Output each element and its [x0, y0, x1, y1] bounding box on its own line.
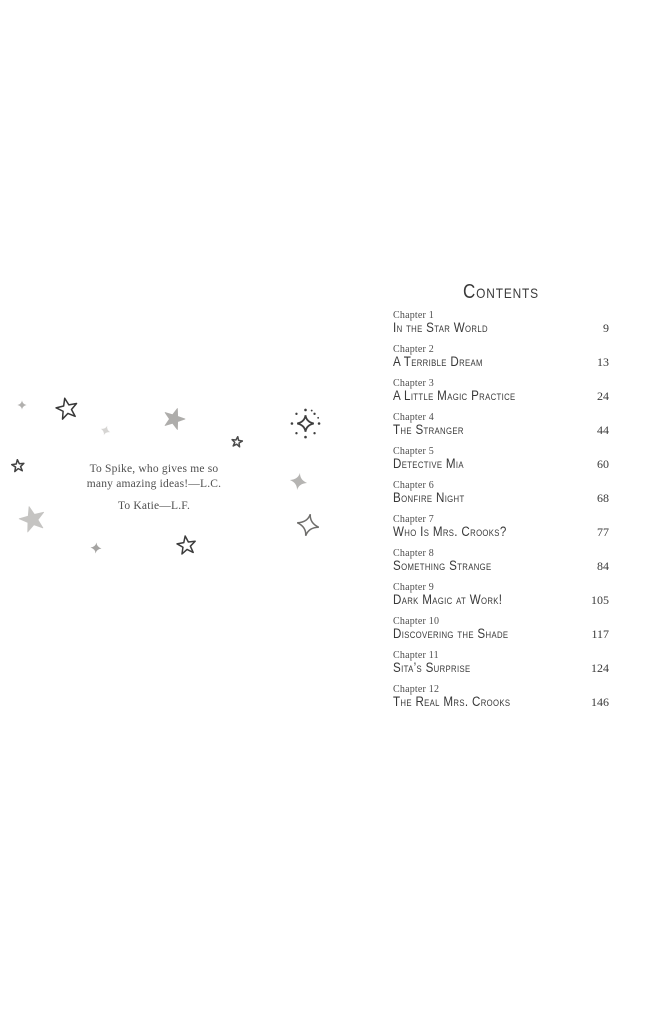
chapter-label: Chapter 10: [393, 616, 440, 627]
chapter-title: Sita’s Surprise: [393, 660, 471, 675]
chapter-title: Discovering the Shade: [393, 626, 509, 641]
chapter-entry: [393, 515, 609, 539]
chapter-page-number: 9: [603, 321, 609, 335]
chapter-label: Chapter 4: [393, 412, 434, 423]
chapter-entry: [393, 685, 609, 709]
chapter-label: Chapter 2: [393, 344, 434, 355]
star-small-outline-left-icon: [10, 458, 25, 473]
chapter-page-number: 77: [597, 525, 609, 539]
chapter-entry: [393, 379, 609, 403]
chapter-row: [393, 355, 609, 369]
chapter-row: [393, 389, 609, 403]
chapter-label: Chapter 9: [393, 582, 434, 593]
star-faint-small-icon: [98, 423, 112, 437]
chapter-label: Chapter 5: [393, 446, 434, 457]
chapter-page-number: 68: [597, 491, 609, 505]
chapter-list: [393, 311, 609, 709]
chapter-label: Chapter 1: [393, 310, 434, 321]
chapter-row: [393, 321, 609, 335]
chapter-row: [393, 661, 609, 675]
chapter-entry: [393, 617, 609, 641]
chapter-title: Bonfire Night: [393, 490, 465, 505]
chapter-label: Chapter 3: [393, 378, 434, 389]
chapter-row: [393, 695, 609, 709]
chapter-row: [393, 627, 609, 641]
chapter-label: Chapter 11: [393, 650, 439, 661]
chapter-title: A Terrible Dream: [393, 354, 483, 369]
chapter-entry: [393, 583, 609, 607]
chapter-entry: [393, 481, 609, 505]
chapter-page-number: 124: [591, 661, 609, 675]
chapter-title: The Real Mrs. Crooks: [393, 694, 511, 709]
chapter-row: [393, 559, 609, 573]
dedication: [48, 462, 260, 514]
chapter-entry: [393, 447, 609, 471]
chapter-entry: [393, 549, 609, 573]
contents-section: [393, 281, 609, 719]
chapter-page-number: 44: [597, 423, 609, 437]
chapter-page-number: 117: [591, 627, 609, 641]
star-outline-bottom-icon: [175, 534, 199, 558]
chapter-label: Chapter 8: [393, 548, 434, 559]
chapter-page-number: 13: [597, 355, 609, 369]
chapter-entry: [393, 413, 609, 437]
chapter-title: A Little Magic Practice: [393, 388, 516, 403]
dedication-line-3: To Katie—L.F.: [117, 500, 191, 512]
chapter-row: [393, 491, 609, 505]
chapter-title: Who Is Mrs. Crooks?: [393, 524, 507, 539]
chapter-title: Dark Magic at Work!: [393, 592, 503, 607]
chapter-label: Chapter 12: [393, 684, 440, 695]
chapter-title: Something Strange: [393, 558, 492, 573]
chapter-title: Detective Mia: [393, 456, 464, 471]
chapter-label: Chapter 6: [393, 480, 434, 491]
chapter-entry: [393, 345, 609, 369]
star-4point-dark-right-icon: [294, 511, 322, 539]
chapter-page-number: 24: [597, 389, 609, 403]
star-gray-filled-icon: [159, 404, 189, 434]
contents-title: Contents: [463, 281, 539, 303]
chapter-label: Chapter 7: [393, 514, 434, 525]
chapter-row: [393, 525, 609, 539]
chapter-page-number: 60: [597, 457, 609, 471]
dedication-line-2: many amazing ideas!—L.C.: [86, 478, 222, 490]
chapter-title: The Stranger: [393, 422, 464, 437]
chapter-page-number: 146: [591, 695, 609, 709]
chapter-row: [393, 593, 609, 607]
chapter-page-number: 84: [597, 559, 609, 573]
star-tiny-gray-bottom-icon: [89, 541, 102, 554]
chapter-entry: [393, 311, 609, 335]
star-sparkle-dots-icon: [290, 408, 321, 439]
chapter-row: [393, 457, 609, 471]
chapter-entry: [393, 651, 609, 675]
star-outline-large-icon: [53, 395, 81, 423]
chapter-page-number: 105: [591, 593, 609, 607]
star-small-dark-icon: [230, 435, 244, 449]
sparkle-tiny-topleft-icon: [17, 400, 27, 410]
star-4point-gray-right-icon: [287, 470, 309, 492]
star-large-lightgray-icon: [15, 502, 51, 538]
dedication-line-1: To Spike, who gives me so: [89, 463, 219, 475]
chapter-title: In the Star World: [393, 320, 488, 335]
chapter-row: [393, 423, 609, 437]
